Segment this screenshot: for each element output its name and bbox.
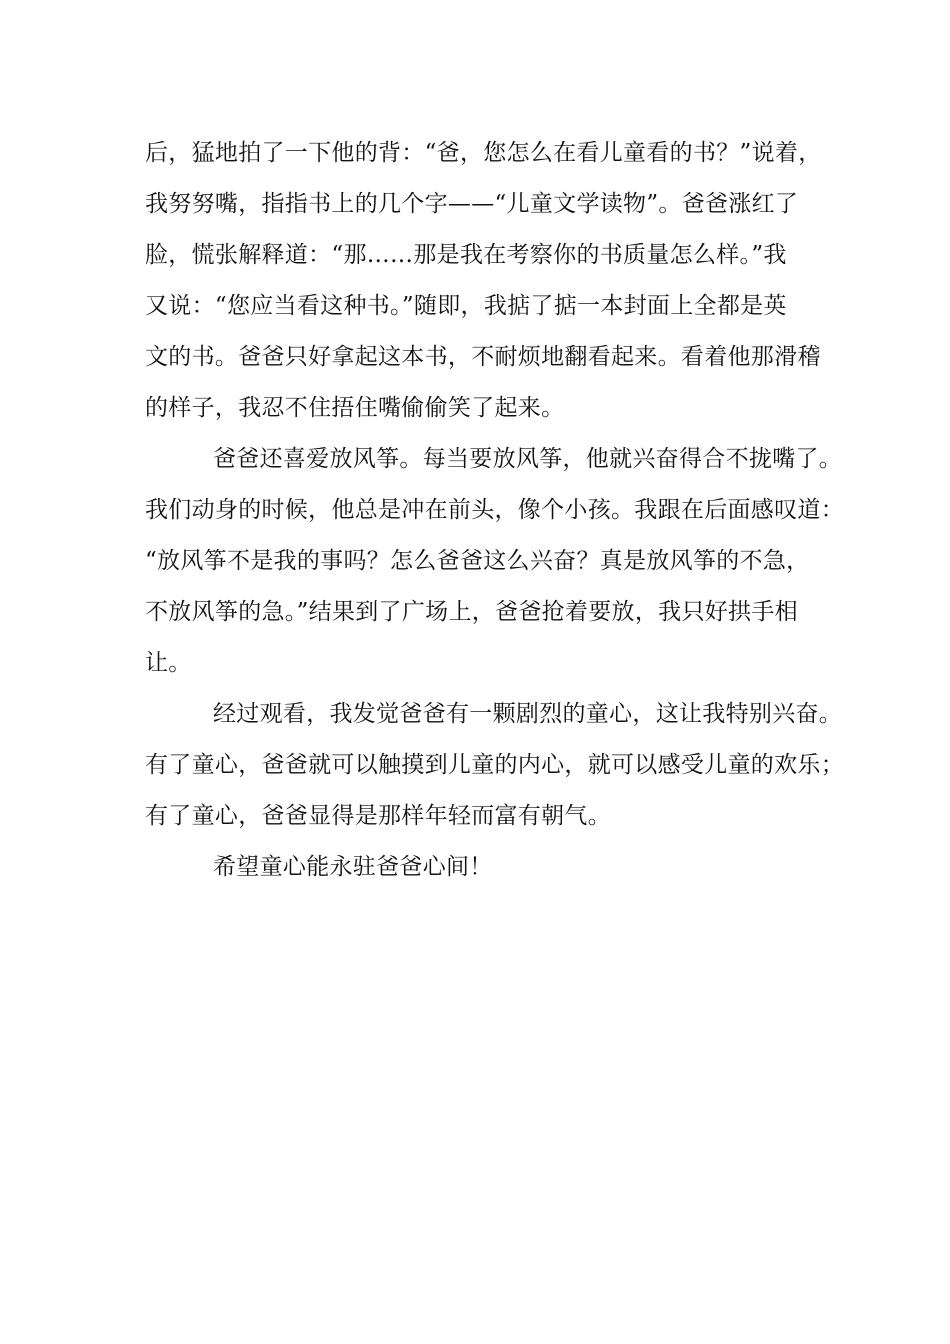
text-line: 脸，慌张解释道：“那……那是我在考察你的书质量怎么样。”我 xyxy=(145,242,787,268)
text-line: 我们动身的时候，他总是冲在前头，像个小孩。我跟在后面感叹道： xyxy=(145,497,844,523)
text-line: 我努努嘴，指指书上的几个字——“儿童文学读物”。爸爸涨红了 xyxy=(145,191,799,217)
text-line: 希望童心能永驻爸爸心间！ xyxy=(213,854,493,880)
document-body xyxy=(145,128,844,893)
paragraph-4 xyxy=(145,842,825,893)
text-line: 爸爸还喜爱放风筝。每当要放风筝，他就兴奋得合不拢嘴了。 xyxy=(213,446,843,472)
paragraph-1 xyxy=(145,128,825,434)
text-line: 有了童心，爸爸就可以触摸到儿童的内心，就可以感受儿童的欢乐； xyxy=(145,752,844,778)
text-line: 经过观看，我发觉爸爸有一颗剧烈的童心，这让我特别兴奋。 xyxy=(213,701,843,727)
text-line: 有了童心，爸爸显得是那样年轻而富有朝气。 xyxy=(145,803,611,829)
text-line: 让。 xyxy=(145,650,192,676)
text-line: “放风筝不是我的事吗？怎么爸爸这么兴奋？真是放风筝的不急， xyxy=(145,548,810,574)
text-line: 后，猛地拍了一下他的背：“爸，您怎么在看儿童看的书？”说着， xyxy=(145,140,822,166)
paragraph-3 xyxy=(145,689,844,842)
text-line: 文的书。爸爸只好拿起这本书，不耐烦地翻看起来。看着他那滑稽 xyxy=(145,344,821,370)
text-line: 的样子，我忍不住捂住嘴偷偷笑了起来。 xyxy=(145,395,565,421)
paragraph-2 xyxy=(145,434,844,689)
text-line: 不放风筝的急。”结果到了广场上，爸爸抢着要放，我只好拱手相 xyxy=(145,599,798,625)
text-line: 又说：“您应当看这种书。”随即，我掂了掂一本封面上全都是英 xyxy=(145,293,787,319)
